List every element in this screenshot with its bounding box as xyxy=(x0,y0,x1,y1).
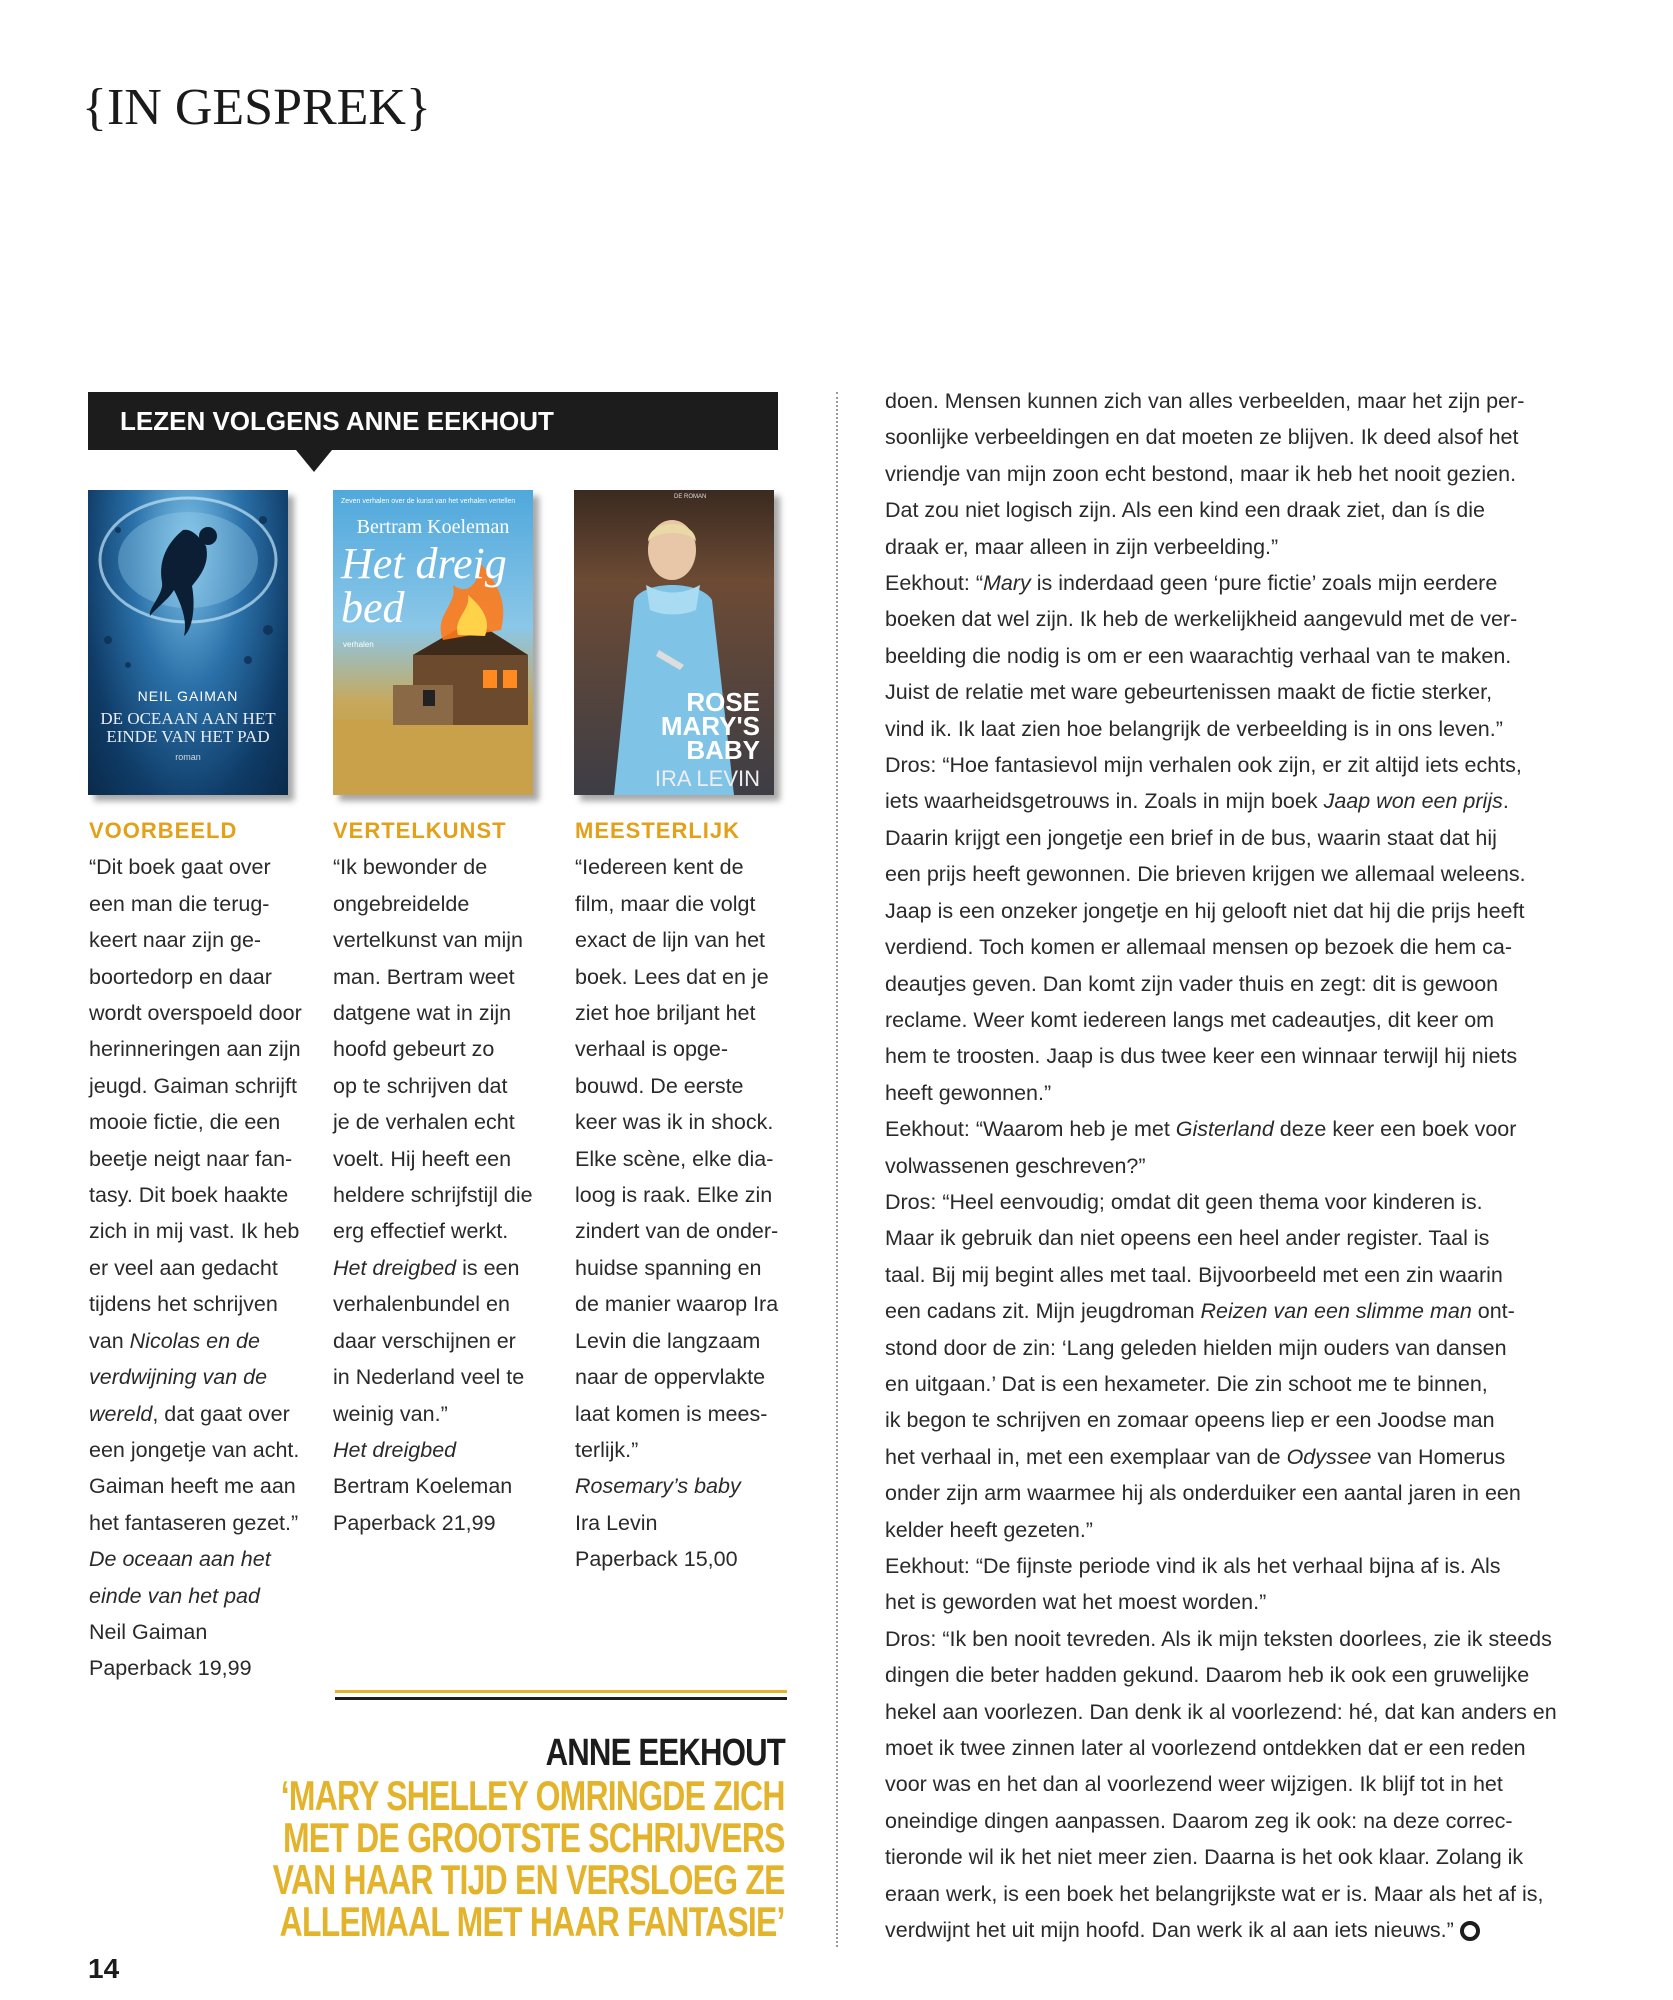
review-heading: MEESTERLIJK xyxy=(575,818,741,843)
review-line: boek. Lees dat en je xyxy=(575,964,769,989)
page-number: 14 xyxy=(88,1953,120,1984)
review-line: bouwd. De eerste xyxy=(575,1073,744,1098)
review-line: herinneringen aan zijn xyxy=(89,1037,301,1062)
article-line: onder zijn arm waarmee hij als onderduiker een aantal jaren in een xyxy=(885,1481,1521,1506)
end-of-article-icon xyxy=(1460,1921,1480,1941)
review-line: terlijk.” xyxy=(575,1437,639,1462)
article-line: Eekhout: “De fijnste periode vind ik als het verhaal bijna af is. Als xyxy=(885,1554,1501,1578)
review-line: er veel aan gedacht xyxy=(89,1255,278,1280)
review-line: een jongetje van acht. xyxy=(89,1437,300,1462)
review-line: hoofd gebeurt zo xyxy=(333,1037,495,1062)
article-line: verdwijnt het uit mijn hoofd. Dan werk ik al aan iets nieuws.” xyxy=(885,1912,1585,1948)
review-line: mooie fictie, die een xyxy=(89,1110,281,1135)
article-line: beelding die nodig is om er een waarachtig verhaal van te maken. xyxy=(885,643,1512,668)
review-line: verdwijning van de xyxy=(89,1365,268,1390)
article-line: Maar ik gebruik dan niet opeens een heel ander register. Taal is xyxy=(885,1226,1490,1251)
article-line: een prijs heeft gewonnen. Die brieven krijgen we allemaal weleens. xyxy=(885,862,1526,887)
article-line: moet ik twee zinnen later al voorlezend ontdekken dat er een reden xyxy=(885,1736,1526,1761)
article-body xyxy=(885,383,1585,1948)
review-line: verhalenbundel en xyxy=(333,1292,510,1317)
book-author: Bertram Koeleman xyxy=(333,1474,513,1499)
article-line: hem te troosten. Jaap is dus twee keer een winnaar terwijl hij niets xyxy=(885,1044,1518,1069)
pull-quote-line: ‘MARY SHELLEY OMRINGDE ZICH xyxy=(281,1772,785,1819)
review-line: wordt overspoeld door xyxy=(89,1001,302,1026)
review-line: in Nederland veel te xyxy=(333,1365,525,1390)
section-title: {IN GESPREK} xyxy=(82,79,431,136)
pull-quote xyxy=(273,1772,785,1945)
review-line: boortedorp en daar xyxy=(89,964,272,989)
review-line: de manier waarop Ira xyxy=(575,1292,779,1317)
review-line: “Iedereen kent de xyxy=(575,855,744,880)
sidebar-banner: LEZEN VOLGENS ANNE EEKHOUT xyxy=(88,392,778,450)
review-line: voelt. Hij heeft een xyxy=(333,1146,512,1171)
article-line: een cadans zit. Mijn jeugdroman Reizen van een slimme man ont- xyxy=(885,1299,1515,1324)
article-line: Dros: “Ik ben nooit tevreden. Als ik mijn teksten doorlees, zie ik steeds xyxy=(885,1626,1552,1651)
review-line: Gaiman heeft me aan xyxy=(89,1474,296,1499)
book-author: Ira Levin xyxy=(575,1510,658,1535)
pull-quote-line: ALLEMAAL MET HAAR FANTASIE’ xyxy=(280,1898,785,1945)
review-line: een man die terug- xyxy=(89,891,270,916)
article-line: volwassenen geschreven?” xyxy=(885,1153,1146,1178)
book-review-dreigbed xyxy=(333,813,563,1541)
article-line: ik begon te schrijven en zomaar opeens liep er een Joodse man xyxy=(885,1408,1495,1433)
cover-subtitle: roman xyxy=(175,752,201,762)
article-line: oneindige dingen aanpassen. Daarom zeg ik ook: na deze correc- xyxy=(885,1808,1513,1833)
review-line: datgene wat in zijn xyxy=(333,1001,512,1026)
review-line: huidse spanning en xyxy=(575,1255,762,1280)
pull-quote-line: MET DE GROOTSTE SCHRIJVERS xyxy=(283,1814,785,1861)
article-line: voor was en het dan al voorlezend weer wijzigen. Ik blijf tot in het xyxy=(885,1772,1503,1797)
review-line: op te schrijven dat xyxy=(333,1073,508,1098)
review-line: keert naar zijn ge- xyxy=(89,928,262,953)
article-line: deautjes geven. Dan komt zijn vader thuis en zegt: dit is gewoon xyxy=(885,971,1499,996)
book-price: Paperback 21,99 xyxy=(333,1510,496,1535)
review-line: erg effectief werkt. xyxy=(333,1219,509,1244)
review-line: tasy. Dit boek haakte xyxy=(89,1183,289,1208)
review-line: vertelkunst van mijn xyxy=(333,928,523,953)
book-title: Het dreigbed xyxy=(333,1437,457,1462)
article-line: het is geworden wat het moest worden.” xyxy=(885,1590,1267,1615)
review-heading: VERTELKUNST xyxy=(333,818,507,843)
book-title: Rosemary’s baby xyxy=(575,1474,741,1499)
quote-rule xyxy=(335,1690,787,1700)
book-review-rosemary xyxy=(575,813,795,1578)
article-line: stond door de zin: ‘Lang geleden hielden mijn ouders van dansen xyxy=(885,1335,1507,1360)
book-title: De oceaan aan het xyxy=(89,1547,271,1572)
review-line: wereld, dat gaat over xyxy=(89,1401,290,1426)
column-divider xyxy=(836,392,838,1947)
article-line: tieronde wil ik het niet meer zien. Daarna is het ook klaar. Zolang ik xyxy=(885,1845,1524,1870)
review-line: beetje neigt naar fan- xyxy=(89,1146,293,1171)
review-line: man. Bertram weet xyxy=(333,964,515,989)
article-line: verdiend. Toch komen er allemaal mensen op bezoek die hem ca- xyxy=(885,935,1513,960)
cover-publisher: verhalen xyxy=(343,640,374,649)
cover-author: IRA LEVIN xyxy=(654,766,760,791)
review-line: Elke scène, elke dia- xyxy=(575,1146,774,1171)
review-line: “Ik bewonder de xyxy=(333,855,488,880)
review-line: tijdens het schrijven xyxy=(89,1292,278,1317)
article-line: dingen die beter hadden gekund. Daarom heb ik ook een gruwelijke xyxy=(885,1663,1530,1688)
article-line: Dat zou niet logisch zijn. Als een kind een draak ziet, dan ís die xyxy=(885,498,1485,523)
article-line: reclame. Weer komt iedereen langs met cadeautjes, dit keer om xyxy=(885,1007,1495,1032)
book-cover-dreigbed xyxy=(333,490,533,795)
pull-quote-name: ANNE EEKHOUT xyxy=(545,1732,785,1774)
article-line: kelder heeft gezeten.” xyxy=(885,1517,1093,1542)
article-line: Eekhout: “Waarom heb je met Gisterland deze keer een boek voor xyxy=(885,1117,1517,1142)
article-line: Dros: “Heel eenvoudig; omdat dit geen thema voor kinderen is. xyxy=(885,1189,1483,1214)
book-cover-oceaan xyxy=(88,490,288,795)
review-line: ziet hoe briljant het xyxy=(575,1001,756,1026)
book-price: Paperback 19,99 xyxy=(89,1656,252,1681)
article-line: draak er, maar alleen in zijn verbeelding.” xyxy=(885,534,1279,559)
article-line: Juist de relatie met ware gebeurtenissen maakt de fictie sterker, xyxy=(885,680,1493,705)
article-line: vind ik. Ik laat zien hoe belangrijk de verbeelding is in ons leven.” xyxy=(885,716,1503,741)
review-line: zich in mij vast. Ik heb xyxy=(89,1219,300,1244)
review-line: naar de oppervlakte xyxy=(575,1365,766,1390)
article-line: eraan werk, is een boek het belangrijkste wat er is. Maar als het af is, xyxy=(885,1881,1544,1906)
article-line: Dros: “Hoe fantasievol mijn verhalen ook zijn, er zit altijd iets echts, xyxy=(885,753,1522,778)
cover-label: DE ROMAN xyxy=(674,494,707,500)
article-line: boeken dat wel zijn. Ik heb de werkelijkheid aangevuld met de ver- xyxy=(885,607,1518,632)
article-line: taal. Bij mij begint alles met taal. Bijvoorbeeld met een zin waarin xyxy=(885,1262,1503,1287)
article-line: vriendje van mijn zoon echt bestond, maar ik heb het nooit gezien. xyxy=(885,461,1517,486)
review-line: je de verhalen echt xyxy=(333,1110,515,1135)
review-line: Levin die langzaam xyxy=(575,1328,761,1353)
review-line: van Nicolas en de xyxy=(89,1328,260,1353)
review-line: heldere schrijfstijl die xyxy=(333,1183,533,1208)
banner-pointer xyxy=(296,450,332,472)
review-line: Het dreigbed is een xyxy=(333,1255,520,1280)
book-title: einde van het pad xyxy=(89,1583,260,1608)
review-line: loog is raak. Elke zin xyxy=(575,1183,773,1208)
review-line: film, maar die volgt xyxy=(575,891,756,916)
article-line: doen. Mensen kunnen zich van alles verbeelden, maar het zijn per- xyxy=(885,389,1525,413)
review-line: zindert van de onder- xyxy=(575,1219,779,1244)
pull-quote-line: VAN HAAR TIJD EN VERSLOEG ZE xyxy=(273,1856,785,1903)
review-line: keer was ik in shock. xyxy=(575,1110,774,1135)
cover-title: ROSE MARY'S BABY xyxy=(660,687,760,765)
cover-tagline: Zeven verhalen over de kunst van het verhalen vertellen xyxy=(341,498,516,505)
review-line: ongebreidelde xyxy=(333,891,470,916)
cover-title: Het dreig bed xyxy=(341,539,507,632)
article-line: Daarin krijgt een jongetje een brief in de bus, waarin staat dat hij xyxy=(885,825,1497,850)
article-line: Eekhout: “Mary is inderdaad geen ‘pure fictie’ zoals mijn eerdere xyxy=(885,571,1498,596)
review-line: daar verschijnen er xyxy=(333,1328,516,1353)
book-cover-rosemary xyxy=(574,490,774,795)
article-line: heeft gewonnen.” xyxy=(885,1080,1052,1105)
article-line: en uitgaan.’ Dat is een hexameter. Die zin schoot me te binnen, xyxy=(885,1371,1488,1396)
article-line: Jaap is een onzeker jongetje en hij gelooft niet dat hij die prijs heeft xyxy=(885,898,1525,923)
article-line: het verhaal in, met een exemplaar van de Odyssee van Homerus xyxy=(885,1444,1506,1469)
book-price: Paperback 15,00 xyxy=(575,1547,738,1572)
cover-title: DE OCEAAN AAN HET EINDE VAN HET PAD xyxy=(100,709,276,746)
article-line: hekel aan voorlezen. Dan denk ik al voorlezend: hé, dat kan anders en xyxy=(885,1699,1557,1724)
review-line: laat komen is mees- xyxy=(575,1401,768,1426)
review-line: weinig van.” xyxy=(333,1401,448,1426)
review-heading: VOORBEELD xyxy=(89,818,238,843)
swimmer-illustration xyxy=(88,490,288,795)
book-review-oceaan xyxy=(89,813,319,1687)
review-line: jeugd. Gaiman schrijft xyxy=(89,1073,297,1098)
review-line: het fantaseren gezet.” xyxy=(89,1510,299,1535)
cover-author: NEIL GAIMAN xyxy=(137,688,239,704)
book-author: Neil Gaiman xyxy=(89,1619,208,1644)
cover-author: Bertram Koeleman xyxy=(356,516,510,538)
article-line: iets waarheidsgetrouws in. Zoals in mijn boek Jaap won een prijs. xyxy=(885,789,1509,814)
review-line: “Dit boek gaat over xyxy=(89,855,271,880)
article-line: soonlijke verbeeldingen en dat moeten ze blijven. Ik deed alsof het xyxy=(885,425,1519,450)
review-line: verhaal is opge- xyxy=(575,1037,728,1062)
review-line: exact de lijn van het xyxy=(575,928,766,953)
